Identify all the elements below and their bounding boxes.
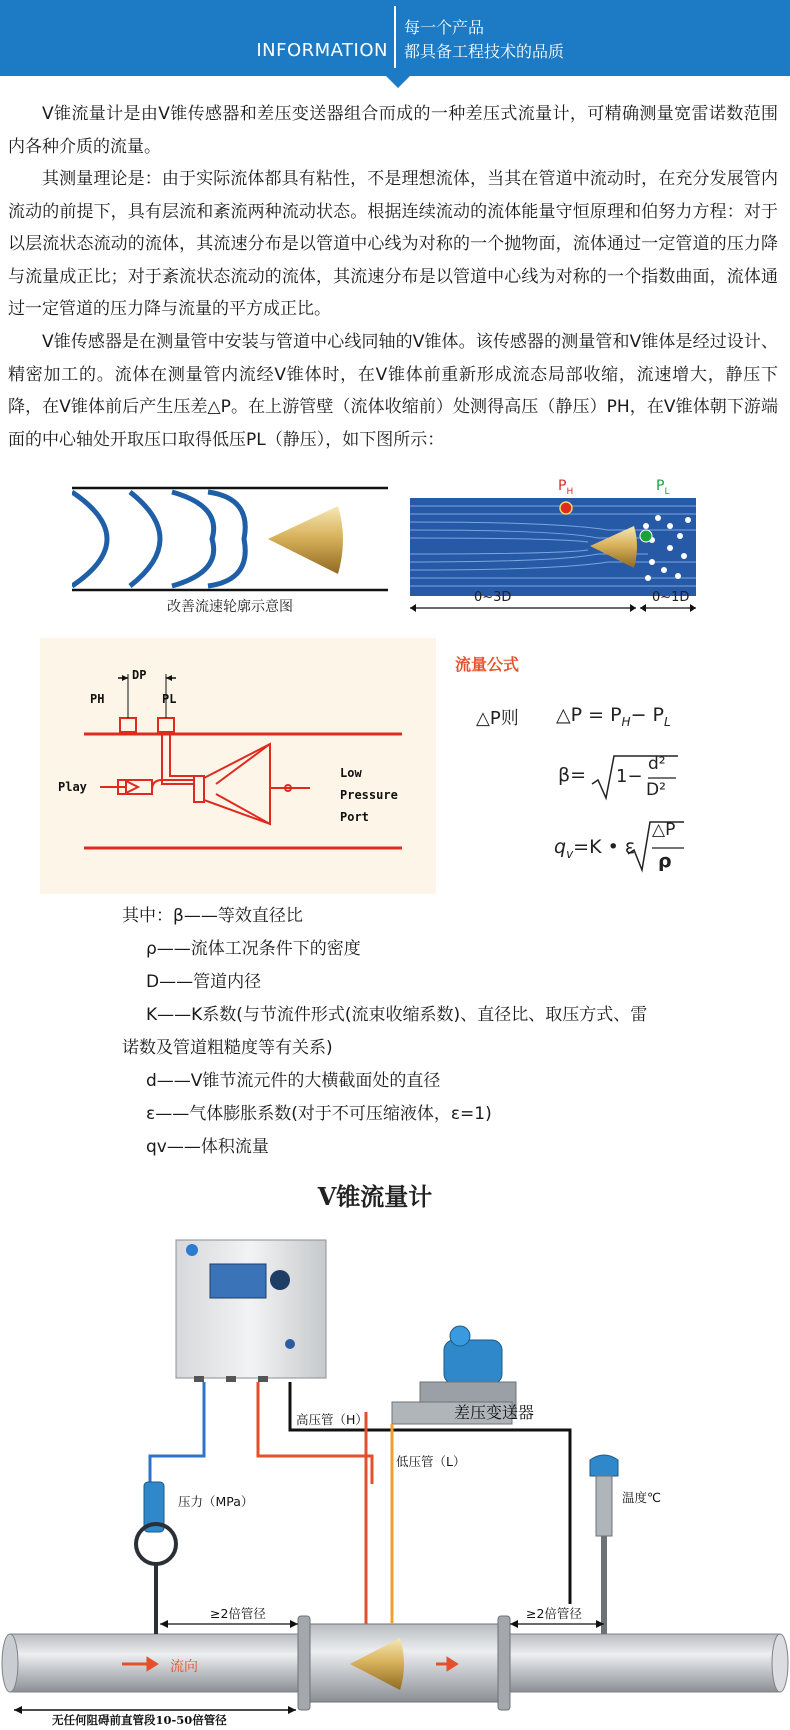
play-label: Play	[58, 780, 87, 794]
transmitter-head	[444, 1340, 502, 1384]
two-d-left-label: ≥2倍管径	[210, 1606, 266, 1621]
cabinet-screen	[210, 1264, 266, 1298]
header-divider	[394, 6, 396, 68]
formula-qv: $q_v=K$ • ε	[554, 836, 636, 861]
definition-rho: ρ——流体工况条件下的密度	[146, 939, 361, 959]
two-d-right-label: ≥2倍管径	[526, 1606, 582, 1621]
pressure-label: Pressure	[340, 788, 398, 802]
definitions-list	[122, 900, 722, 1164]
definition-D: D——管道内径	[146, 972, 262, 992]
formula-beta: β=	[558, 764, 587, 786]
formula-den: ρ	[658, 850, 672, 872]
flow-profile-caption: 改善流速轮廓示意图	[167, 599, 293, 615]
pl-tap	[640, 530, 652, 542]
definition-epsilon: ε——气体膨胀系数(对于不可压缩液体，ε=1)	[146, 1104, 492, 1124]
definition-qv: qv——体积流量	[146, 1137, 269, 1157]
flange-right	[498, 1616, 510, 1710]
formula-num: △P	[652, 820, 676, 840]
formula-dp-label: △P则	[476, 708, 519, 729]
meter-body	[304, 1624, 504, 1702]
installation-title: V锥流量计	[317, 1182, 433, 1211]
pressure-label: 压力（MPa）	[178, 1494, 254, 1509]
header-tagline	[404, 16, 564, 64]
flow-direction-label: 流向	[170, 1659, 198, 1675]
formula-title: 流量公式	[455, 655, 520, 674]
v-cone	[268, 506, 343, 574]
definition-d: d——V锥节流元件的大横截面处的直径	[146, 1071, 441, 1091]
flange-left	[298, 1616, 310, 1710]
port-label: Port	[340, 810, 369, 824]
formula-d2: d²	[648, 754, 666, 774]
definition-beta: 其中：β——等效直径比	[122, 906, 303, 926]
pressure-tap-schematic	[40, 638, 436, 894]
ph-tap	[560, 502, 572, 514]
transmitter-label: 差压变送器	[454, 1403, 535, 1422]
cabinet-logo	[186, 1244, 198, 1256]
temperature-head	[590, 1455, 618, 1476]
header-banner	[0, 0, 790, 76]
flow-channel	[410, 498, 696, 596]
velocity-profile-3	[172, 492, 214, 586]
schematic-pl-label: PL	[162, 692, 177, 706]
control-cabinet	[176, 1240, 326, 1378]
temperature-probe	[596, 1476, 612, 1536]
schematic-svg	[40, 638, 436, 894]
low-pipe-label: 低压管（L）	[396, 1454, 466, 1469]
header-tagline-line1: 每一个产品	[404, 18, 485, 37]
cabinet-keypad	[270, 1270, 290, 1290]
header-notch	[386, 76, 410, 88]
low-label: Low	[340, 766, 362, 780]
paragraph-sensor: V锥传感器是在测量管中安装与管道中心线同轴的V锥体。该传感器的测量管和V锥体是经过设计、精密加工的。流体在测量管内流经V锥体时，在V锥体前重新形成流态局部收缩，流速增大，静压下降，在V锥体前后产生压差△P。在上游管壁（流体收缩前）处测得高压（静压）PH，在V锥体朝下游端面的中心轴处开取压口取得低压PL（静压），如下图所示：	[8, 332, 778, 450]
velocity-profile-2	[130, 492, 160, 586]
installation-diagram	[0, 1224, 790, 1730]
dp-label: DP	[132, 668, 147, 682]
cable-transmitter	[258, 1382, 372, 1484]
paragraph-theory: 其测量理论是：由于实际流体都具有粘性，不是理想流体，当其在管道中流动时，在充分发展管内流动的前提下，具有层流和紊流两种流动状态。根据连续流动的流体能量守恒原理和伯努力方程：对于以层流状态流动的流体，其流速分布是以管道中心线为对称的一个抛物面，流体通过一定管道的压力降与流量成正比；对于紊流状态流动的流体，其流速分布是以管道中心线为对称的一个指数曲面，流体通过一定管道的压力降与流量的平方成正比。	[8, 169, 778, 319]
cable-pressure	[150, 1382, 204, 1482]
installation-svg	[0, 1224, 790, 1730]
header-tagline-line2: 都具备工程技术的品质	[404, 42, 565, 61]
high-pipe-label: 高压管（H）	[296, 1412, 368, 1427]
temperature-label: 温度℃	[622, 1490, 662, 1505]
flow-field-diagram	[408, 478, 698, 616]
straight-run-label: 无任何阻碍前直管段10-50倍管径	[52, 1713, 227, 1727]
pl-label: $P_L$	[656, 478, 670, 497]
schematic-ph-label: PH	[90, 692, 105, 706]
formula-D2: D²	[646, 780, 666, 800]
dist-downstream-label: 0~1D	[652, 590, 690, 605]
cabinet-lock	[285, 1339, 295, 1349]
definition-K-cont: 诺数及管道粗糙度等有关系)	[122, 1038, 333, 1058]
definition-K: K——K系数(与节流件形式(流束收缩系数)、直径比、取压方式、雷	[146, 1005, 648, 1025]
formula-one-minus: 1−	[616, 766, 643, 787]
paragraph-intro: V锥流量计是由V锥传感器和差压变送器组合而成的一种差压式流量计，可精确测量宽雷诺数范围内各种介质的流量。	[8, 104, 778, 157]
formula-dp: △P = $P_H- P_L$	[556, 704, 671, 729]
ph-label: $P_H$	[558, 478, 574, 497]
dist-upstream-label: 0~3D	[474, 590, 512, 605]
velocity-profile-1	[72, 492, 107, 586]
header-info-title: INFORMATION	[256, 40, 388, 61]
